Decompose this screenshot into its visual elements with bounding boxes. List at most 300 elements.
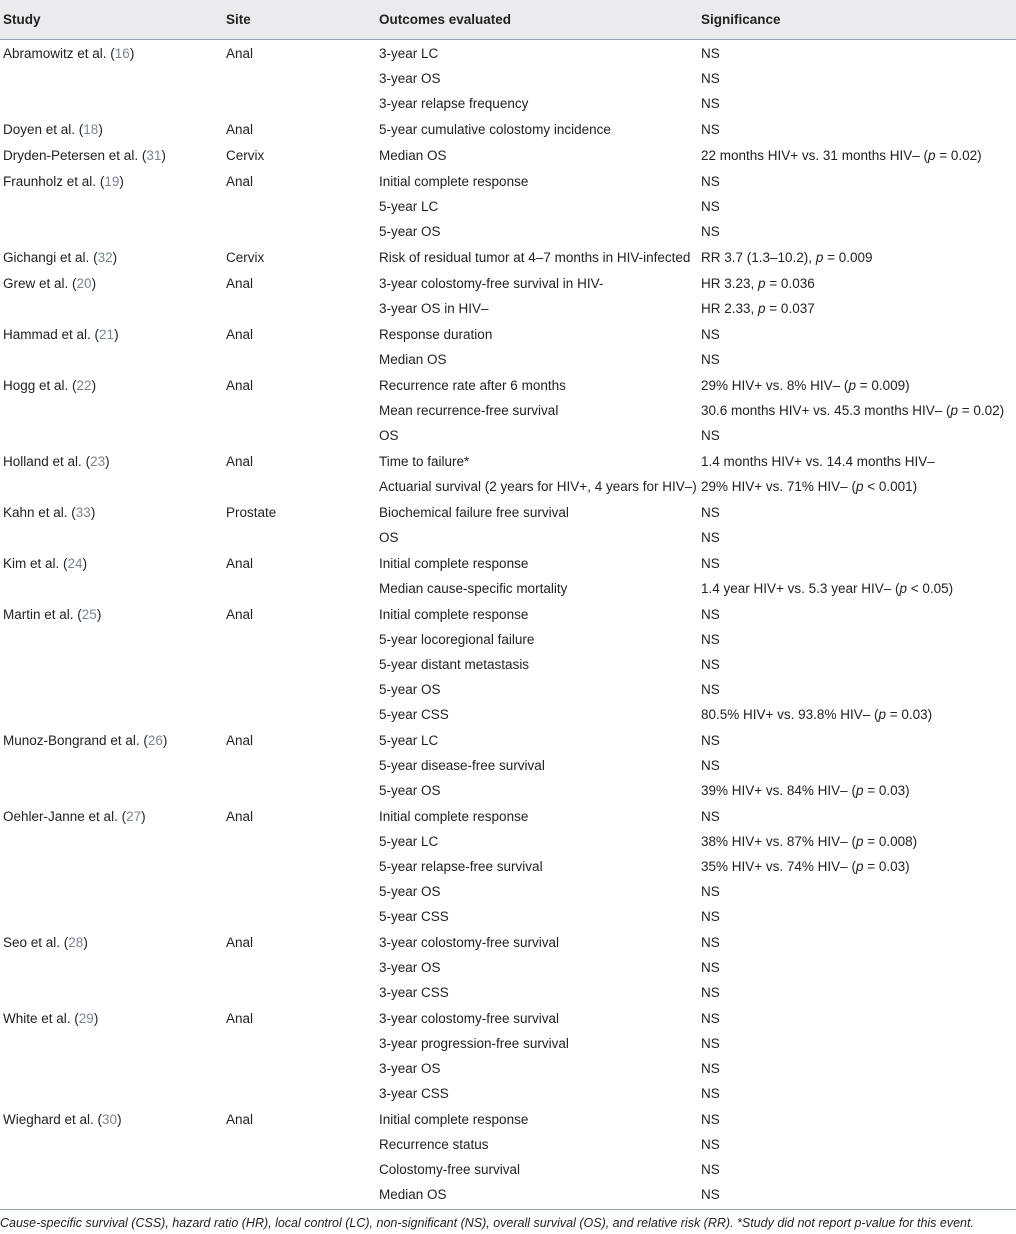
table-row [0, 904, 1016, 929]
cell-significance: NS [701, 352, 720, 367]
significance-text: = 0.009) [855, 378, 910, 393]
cell-study [0, 1132, 226, 1157]
cell-outcome: 5-year locoregional failure [379, 632, 535, 647]
p-value-symbol: p [758, 276, 766, 291]
cell-outcome: Median OS [379, 1182, 701, 1210]
header-site: Site [226, 0, 379, 40]
cell-significance: NS [701, 733, 720, 748]
cell-site [226, 829, 379, 854]
study-name: Dryden-Petersen et al. [3, 148, 139, 163]
table-row [0, 601, 1016, 627]
significance-text: 29% HIV+ vs. 71% HIV– ( [701, 479, 856, 494]
cell-outcome: 5-year CSS [379, 909, 449, 924]
cell-study: Abramowitz et al. (16) [3, 46, 135, 61]
cell-outcome: 5-year distant metastasis [379, 657, 530, 672]
cell-study: Seo et al. (28) [3, 935, 88, 950]
cell-significance: NS [701, 607, 720, 622]
reference-link[interactable]: 29 [78, 1011, 94, 1026]
cell-outcome: 3-year colostomy-free survival in HIV- [379, 276, 604, 291]
reference-link[interactable]: 33 [75, 505, 91, 520]
cell-study: Fraunholz et al. (19) [3, 174, 124, 189]
cell-significance: NS [701, 1137, 720, 1152]
cell-site: Anal [226, 46, 254, 61]
cell-significance: NS [701, 46, 720, 61]
table-row [0, 879, 1016, 904]
cell-site [226, 753, 379, 778]
table-row [0, 398, 1016, 423]
cell-outcome: Median OS [379, 148, 447, 163]
table-row [0, 347, 1016, 372]
cell-outcome: Initial complete response [379, 174, 529, 189]
cell-study [0, 778, 226, 803]
cell-outcome: Colostomy-free survival [379, 1162, 521, 1177]
cell-significance: NS [701, 809, 720, 824]
table-row [0, 1056, 1016, 1081]
cell-significance: NS [701, 530, 720, 545]
cell-study: Holland et al. (23) [3, 454, 110, 469]
table-row [0, 66, 1016, 91]
table-row [0, 1081, 1016, 1106]
significance-text: = 0.037 [765, 301, 815, 316]
table-row [0, 980, 1016, 1005]
table-row [0, 702, 1016, 727]
p-value-symbol: p [878, 707, 886, 722]
cell-study [0, 347, 226, 372]
p-value-symbol: p [950, 403, 959, 418]
cell-significance [701, 398, 1016, 423]
significance-text: HR 3.23, [701, 276, 759, 291]
cell-site: Anal [226, 122, 254, 137]
cell-study [0, 702, 226, 727]
table-row [0, 244, 1016, 270]
cell-study [0, 980, 226, 1005]
table-row [0, 652, 1016, 677]
cell-site [226, 778, 379, 803]
cell-study: Dryden-Petersen et al. (31) [3, 148, 166, 163]
study-name: Kahn et al. [3, 505, 68, 520]
table-row [0, 40, 1016, 67]
cell-site: Prostate [226, 505, 277, 520]
cell-significance: NS [701, 224, 720, 239]
cell-outcome: Recurrence status [379, 1137, 489, 1152]
cell-site [226, 1157, 379, 1182]
header-row [0, 0, 1016, 40]
cell-site: Anal [226, 809, 254, 824]
study-name: Hammad et al. [3, 327, 91, 342]
cell-site [226, 627, 379, 652]
cell-site [226, 423, 379, 448]
significance-text: < 0.05) [906, 581, 954, 596]
cell-significance [701, 474, 1016, 499]
study-name: Seo et al. [3, 935, 61, 950]
significance-text: = 0.03) [885, 707, 933, 722]
reference-link[interactable]: 25 [81, 607, 97, 622]
cell-site [226, 576, 379, 601]
cell-outcome: Time to failure* [379, 454, 470, 469]
cell-site: Anal [226, 935, 254, 950]
cell-outcome: 3-year OS [379, 960, 441, 975]
cell-outcome: 5-year cumulative colostomy incidence [379, 122, 611, 137]
table-body [0, 40, 1016, 1210]
table-row [0, 525, 1016, 550]
significance-text: 39% HIV+ vs. 84% HIV– ( [701, 783, 856, 798]
cell-site: Anal [226, 378, 254, 393]
cell-significance [701, 244, 1016, 270]
cell-significance: 1.4 months HIV+ vs. 14.4 months HIV– [701, 454, 935, 469]
cell-site [226, 854, 379, 879]
cell-outcome: 3-year colostomy-free survival [379, 935, 560, 950]
cell-site [226, 980, 379, 1005]
table-row [0, 627, 1016, 652]
significance-text: 80.5% HIV+ vs. 93.8% HIV– ( [701, 707, 879, 722]
cell-outcome: 5-year OS [379, 783, 441, 798]
cell-site: Anal [226, 454, 254, 469]
cell-outcome: 3-year OS [379, 1061, 441, 1076]
table-row [0, 448, 1016, 474]
cell-study: Wieghard et al. (30) [3, 1112, 122, 1127]
cell-significance: NS [701, 96, 720, 111]
cell-site [226, 702, 379, 727]
cell-study [0, 66, 226, 91]
table-row [0, 296, 1016, 321]
table-row [0, 1182, 1016, 1210]
cell-study [0, 219, 226, 244]
cell-outcome: 5-year OS [379, 884, 441, 899]
cell-study: Doyen et al. (18) [3, 122, 103, 137]
significance-text: = 0.036 [765, 276, 815, 291]
table-header [0, 0, 1016, 40]
reference-link[interactable]: 21 [99, 327, 115, 342]
cell-outcome: 3-year CSS [379, 985, 449, 1000]
cell-outcome: Response duration [379, 327, 493, 342]
cell-significance: NS [701, 1182, 1016, 1210]
table-row [0, 168, 1016, 194]
table-row [0, 1005, 1016, 1031]
reference-link[interactable]: 30 [102, 1112, 118, 1127]
significance-text: 38% HIV+ vs. 87% HIV– ( [701, 834, 856, 849]
table-row [0, 1157, 1016, 1182]
cell-significance: NS [701, 632, 720, 647]
study-name: Fraunholz et al. [3, 174, 97, 189]
cell-significance: NS [701, 985, 720, 1000]
study-name: Doyen et al. [3, 122, 76, 137]
cell-study [0, 423, 226, 448]
cell-outcome: 3-year relapse frequency [379, 96, 529, 111]
cell-site [226, 474, 379, 499]
header-study: Study [0, 0, 226, 40]
cell-significance [701, 778, 1016, 803]
cell-outcome: 5-year relapse-free survival [379, 859, 543, 874]
table-row [0, 1031, 1016, 1056]
cell-significance: NS [701, 1086, 720, 1101]
cell-study [0, 91, 226, 116]
significance-text: 22 months HIV+ vs. 31 months HIV– ( [701, 148, 928, 163]
cell-significance [701, 854, 1016, 879]
cell-outcome: Initial complete response [379, 556, 529, 571]
reference-link[interactable]: 23 [90, 454, 106, 469]
cell-site [226, 398, 379, 423]
table-row [0, 270, 1016, 296]
cell-significance: NS [701, 1061, 720, 1076]
cell-site: Cervix [226, 148, 265, 163]
cell-significance: NS [701, 174, 720, 189]
cell-study [0, 627, 226, 652]
cell-site [226, 525, 379, 550]
cell-outcome: Recurrence rate after 6 months [379, 378, 566, 393]
header-significance: Significance [701, 0, 1016, 40]
significance-text: 29% HIV+ vs. 8% HIV– ( [701, 378, 849, 393]
cell-site [226, 677, 379, 702]
cell-site [226, 879, 379, 904]
cell-site [226, 66, 379, 91]
table-row [0, 116, 1016, 142]
cell-outcome: 3-year OS [379, 71, 441, 86]
table-row [0, 194, 1016, 219]
table-row [0, 91, 1016, 116]
cell-study [0, 879, 226, 904]
reference-link[interactable]: 24 [67, 556, 83, 571]
reference-link[interactable]: 22 [76, 378, 92, 393]
cell-study: Grew et al. (20) [3, 276, 97, 291]
cell-study [0, 854, 226, 879]
cell-significance: NS [701, 505, 720, 520]
cell-significance: NS [701, 960, 720, 975]
study-name: Gichangi et al. [3, 250, 90, 265]
cell-study [0, 1182, 226, 1210]
cell-site: Anal [226, 276, 254, 291]
table-row [0, 372, 1016, 398]
cell-outcome: Actuarial survival (2 years for HIV+, 4 years for HIV–) [379, 479, 697, 494]
cell-site [226, 347, 379, 372]
reference-link[interactable]: 32 [97, 250, 113, 265]
cell-site [226, 1132, 379, 1157]
cell-study [0, 1157, 226, 1182]
table-row [0, 829, 1016, 854]
cell-site [226, 219, 379, 244]
cell-significance: NS [701, 1036, 720, 1051]
p-value-symbol: p [899, 581, 907, 596]
cell-site [226, 1056, 379, 1081]
study-name: Wieghard et al. [3, 1112, 94, 1127]
significance-text: HR 2.33, [701, 301, 759, 316]
cell-outcome: Median cause-specific mortality [379, 581, 568, 596]
cell-outcome: 3-year OS in HIV– [379, 301, 489, 316]
table-row [0, 423, 1016, 448]
p-value-symbol: p [758, 301, 766, 316]
cell-significance: NS [701, 556, 720, 571]
cell-significance: NS [701, 428, 720, 443]
table-row [0, 677, 1016, 702]
cell-study [0, 1081, 226, 1106]
cell-study: Hammad et al. (21) [3, 327, 119, 342]
p-value-symbol: p [815, 250, 824, 265]
cell-study [0, 576, 226, 601]
cell-study [0, 955, 226, 980]
cell-significance: NS [701, 657, 720, 672]
cell-study [0, 398, 226, 423]
cell-site: Anal [226, 1112, 254, 1127]
reference-link[interactable]: 20 [76, 276, 92, 291]
cell-significance: NS [701, 1112, 720, 1127]
cell-outcome: Mean recurrence-free survival [379, 403, 559, 418]
cell-study: Martin et al. (25) [3, 607, 102, 622]
table-row [0, 929, 1016, 955]
cell-significance [701, 829, 1016, 854]
study-name: Munoz-Bongrand et al. [3, 733, 140, 748]
p-value-symbol: p [855, 783, 864, 798]
cell-outcome: 5-year OS [379, 682, 441, 697]
cell-study: Hogg et al. (22) [3, 378, 97, 393]
cell-outcome: OS [379, 428, 399, 443]
cell-significance [701, 296, 1016, 321]
cell-site: Anal [226, 174, 254, 189]
cell-study: Kahn et al. (33) [3, 505, 96, 520]
reference-link[interactable]: 26 [147, 733, 163, 748]
cell-study [0, 652, 226, 677]
cell-site: Cervix [226, 250, 265, 265]
cell-outcome: 3-year colostomy-free survival [379, 1011, 560, 1026]
cell-site [226, 194, 379, 219]
table-row [0, 321, 1016, 347]
cell-outcome: 3-year progression-free survival [379, 1036, 569, 1051]
cell-significance: NS [701, 122, 720, 137]
table-row [0, 142, 1016, 168]
cell-site: Anal [226, 327, 254, 342]
cell-outcome: 5-year OS [379, 224, 441, 239]
cell-significance: NS [701, 758, 720, 773]
cell-site [226, 652, 379, 677]
significance-text: = 0.009 [823, 250, 873, 265]
table-row [0, 727, 1016, 753]
cell-significance [701, 270, 1016, 296]
cell-study [0, 1031, 226, 1056]
study-name: Kim et al. [3, 556, 60, 571]
significance-text: = 0.03) [863, 783, 910, 798]
study-name: Oehler-Janne et al. [3, 809, 118, 824]
table-row [0, 1106, 1016, 1132]
significance-text: 35% HIV+ vs. 74% HIV– ( [701, 859, 856, 874]
cell-significance: NS [701, 199, 720, 214]
cell-outcome: Median OS [379, 352, 447, 367]
table-row [0, 219, 1016, 244]
significance-text: = 0.02) [958, 403, 1005, 418]
study-name: White et al. [3, 1011, 71, 1026]
cell-significance [701, 702, 1016, 727]
table-row [0, 1132, 1016, 1157]
significance-text: = 0.02) [935, 148, 982, 163]
cell-study [0, 829, 226, 854]
cell-significance: NS [701, 682, 720, 697]
significance-text: RR 3.7 (1.3–10.2), [701, 250, 816, 265]
reference-link[interactable]: 27 [126, 809, 142, 824]
cell-study [0, 677, 226, 702]
table-row [0, 955, 1016, 980]
table-row [0, 778, 1016, 803]
table-row [0, 803, 1016, 829]
p-value-symbol: p [855, 859, 864, 874]
header-outcomes: Outcomes evaluated [379, 0, 701, 40]
reference-link[interactable]: 28 [68, 935, 84, 950]
cell-significance [701, 576, 1016, 601]
cell-outcome: Risk of residual tumor at 4–7 months in HIV-infected [379, 250, 691, 265]
cell-outcome: 5-year CSS [379, 707, 449, 722]
p-value-symbol: p [855, 834, 864, 849]
cell-study [0, 904, 226, 929]
cell-site [226, 296, 379, 321]
study-name: Hogg et al. [3, 378, 69, 393]
cell-outcome: Initial complete response [379, 607, 529, 622]
cell-study [0, 474, 226, 499]
cell-site: Anal [226, 733, 254, 748]
cell-significance: NS [701, 1011, 720, 1026]
reference-link[interactable]: 31 [146, 148, 162, 163]
cell-outcome: 3-year LC [379, 46, 439, 61]
p-value-symbol: p [848, 378, 856, 393]
cell-outcome: 5-year LC [379, 834, 439, 849]
cell-outcome: Initial complete response [379, 1112, 529, 1127]
table-row [0, 854, 1016, 879]
cell-site [226, 904, 379, 929]
study-name: Abramowitz et al. [3, 46, 107, 61]
table-footnote: Cause-specific survival (CSS), hazard ratio (HR), local control (LC), non-significant (NS), overall survival (OS), and relative risk (RR). *Study did not report p-value for this event. [0, 1216, 974, 1230]
study-name: Grew et al. [3, 276, 69, 291]
cell-significance [701, 142, 1016, 168]
reference-link[interactable]: 16 [114, 46, 130, 61]
table-row [0, 576, 1016, 601]
cell-outcome: 5-year disease-free survival [379, 758, 545, 773]
reference-link[interactable]: 18 [83, 122, 99, 137]
cell-outcome: 5-year LC [379, 733, 439, 748]
cell-site [226, 1182, 379, 1210]
cell-study [0, 296, 226, 321]
significance-text: 30.6 months HIV+ vs. 45.3 months HIV– ( [701, 403, 951, 418]
cell-study: Oehler-Janne et al. (27) [3, 809, 146, 824]
cell-study: Kim et al. (24) [3, 556, 88, 571]
cell-study: White et al. (29) [3, 1011, 99, 1026]
significance-text: = 0.03) [863, 859, 910, 874]
cell-study: Munoz-Bongrand et al. (26) [3, 733, 168, 748]
cell-site: Anal [226, 556, 254, 571]
p-value-symbol: p [927, 148, 936, 163]
significance-text: < 0.001) [863, 479, 918, 494]
cell-significance: NS [701, 909, 720, 924]
significance-text: 1.4 year HIV+ vs. 5.3 year HIV– ( [701, 581, 900, 596]
cell-study [0, 194, 226, 219]
cell-significance: NS [701, 1162, 720, 1177]
cell-outcome: Initial complete response [379, 809, 529, 824]
significance-text: = 0.008) [863, 834, 918, 849]
cell-significance: NS [701, 884, 720, 899]
cell-site: Anal [226, 607, 254, 622]
reference-link[interactable]: 19 [104, 174, 120, 189]
cell-site [226, 1081, 379, 1106]
cell-outcome: 3-year CSS [379, 1086, 449, 1101]
cell-outcome: 5-year LC [379, 199, 439, 214]
cell-study: Gichangi et al. (32) [3, 250, 118, 265]
cell-site [226, 955, 379, 980]
cell-outcome: OS [379, 530, 399, 545]
study-name: Holland et al. [3, 454, 82, 469]
cell-site [226, 91, 379, 116]
cell-significance: NS [701, 71, 720, 86]
cell-study [0, 753, 226, 778]
table-row [0, 550, 1016, 576]
table-row [0, 753, 1016, 778]
table-row [0, 474, 1016, 499]
cell-significance: NS [701, 935, 720, 950]
p-value-symbol: p [855, 479, 864, 494]
cell-study [0, 525, 226, 550]
